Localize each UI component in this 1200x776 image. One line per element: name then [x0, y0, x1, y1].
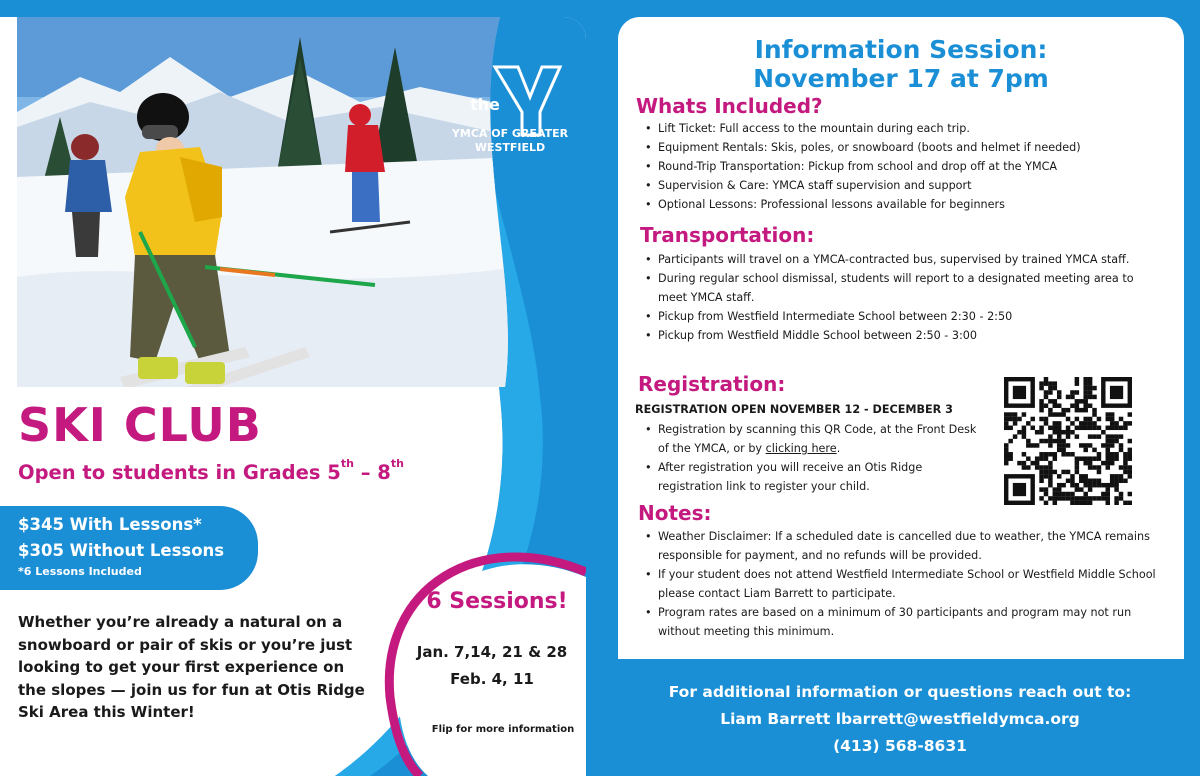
qr-code[interactable] [1004, 377, 1132, 505]
intro-blurb: Whether you’re already a natural on a snowboard or pair of skis or you’re just looking to get your first experience on the slopes — join us for fun at Otis Ridge Ski Area this Winter! [18, 613, 365, 721]
list-item: • Participants will travel on a YMCA-contracted bus, supervised by trained YMCA staff. [638, 250, 1158, 269]
list-item [638, 420, 978, 458]
ski-photo [17, 17, 517, 402]
grades-sup-start: th [340, 457, 354, 470]
grades-mid: – 8 [353, 461, 391, 484]
list-item: • Optional Lessons: Professional lessons available for beginners [638, 195, 1168, 214]
clicking-here-link[interactable]: clicking here [765, 442, 837, 455]
info-title-line1: Information Session: [754, 35, 1048, 64]
list-item: • If your student does not attend Westfield Intermediate School or Westfield Middle School please contact Liam Barrett to participate. [638, 565, 1158, 603]
flyer-front-card [0, 17, 586, 776]
registration-open-dates: REGISTRATION OPEN NOVEMBER 12 - DECEMBER 3 [635, 403, 953, 416]
sessions-title: 6 Sessions! [426, 589, 568, 614]
list-item: • Supervision & Care: YMCA staff supervision and support [638, 176, 1168, 195]
registration-heading: Registration: [638, 372, 786, 396]
contact-name-email[interactable]: Liam Barrett lbarrett@westfieldymca.org [720, 710, 1080, 728]
price-without-lessons: $305 Without Lessons [18, 541, 225, 560]
session-dates-jan: Jan. 7,14, 21 & 28 [416, 643, 568, 661]
registration-list [638, 420, 978, 496]
flyer-back-card [618, 17, 1184, 659]
registration-text: Registration by scanning this QR Code, at the Front Desk of the YMCA, or by [658, 423, 977, 455]
grades-prefix: Open to students in Grades 5 [18, 461, 341, 484]
transportation-heading: Transportation: [640, 223, 815, 247]
info-session-title [618, 35, 1184, 93]
list-item: • Pickup from Westfield Intermediate School between 2:30 - 2:50 [638, 307, 1158, 326]
qr-finder-pattern [1004, 474, 1035, 505]
contact-phone[interactable]: (413) 568-8631 [833, 737, 967, 755]
included-list [638, 119, 1168, 214]
price-with-lessons: $345 With Lessons* [18, 515, 202, 534]
qr-finder-pattern [1004, 377, 1035, 408]
session-dates-feb: Feb. 4, 11 [450, 670, 534, 688]
list-item: • Program rates are based on a minimum of 30 participants and program may not run without meeting this minimum. [638, 603, 1158, 641]
notes-list [638, 527, 1158, 641]
logo-org-line2: WESTFIELD [474, 141, 546, 154]
included-heading: Whats Included? [636, 94, 823, 118]
lessons-note: *6 Lessons Included [18, 565, 142, 578]
price-box [0, 506, 258, 590]
notes-heading: Notes: [638, 501, 712, 525]
list-item: • Weather Disclaimer: If a scheduled date is cancelled due to weather, the YMCA remains responsible for payment, and no refunds will be provided. [638, 527, 1158, 565]
qr-finder-pattern [1101, 377, 1132, 408]
logo-org-line1: YMCA OF GREATER [451, 127, 569, 140]
list-item: • During regular school dismissal, students will report to a designated meeting area to meet YMCA staff. [638, 269, 1158, 307]
grades-sup-end: th [390, 457, 404, 470]
ski-club-title: SKI CLUB [18, 398, 262, 452]
contact-intro: For additional information or questions reach out to: [668, 683, 1132, 701]
grades-line [18, 457, 404, 484]
list-item: • After registration you will receive an Otis Ridge registration link to register your child. [638, 458, 978, 496]
flip-note: Flip for more information [431, 724, 575, 735]
logo-org-name [440, 127, 580, 155]
transportation-list [638, 250, 1158, 345]
flyer-back-panel [600, 0, 1200, 776]
registration-text-end: . [836, 442, 841, 455]
logo-the-mark: the [470, 95, 500, 114]
list-item: • Equipment Rentals: Skis, poles, or snowboard (boots and helmet if needed) [638, 138, 1168, 157]
info-title-line2: November 17 at 7pm [753, 64, 1049, 93]
list-item: • Pickup from Westfield Middle School between 2:50 - 3:00 [638, 326, 1158, 345]
list-item: • Round-Trip Transportation: Pickup from school and drop off at the YMCA [638, 157, 1168, 176]
list-item: • Lift Ticket: Full access to the mountain during each trip. [638, 119, 1168, 138]
